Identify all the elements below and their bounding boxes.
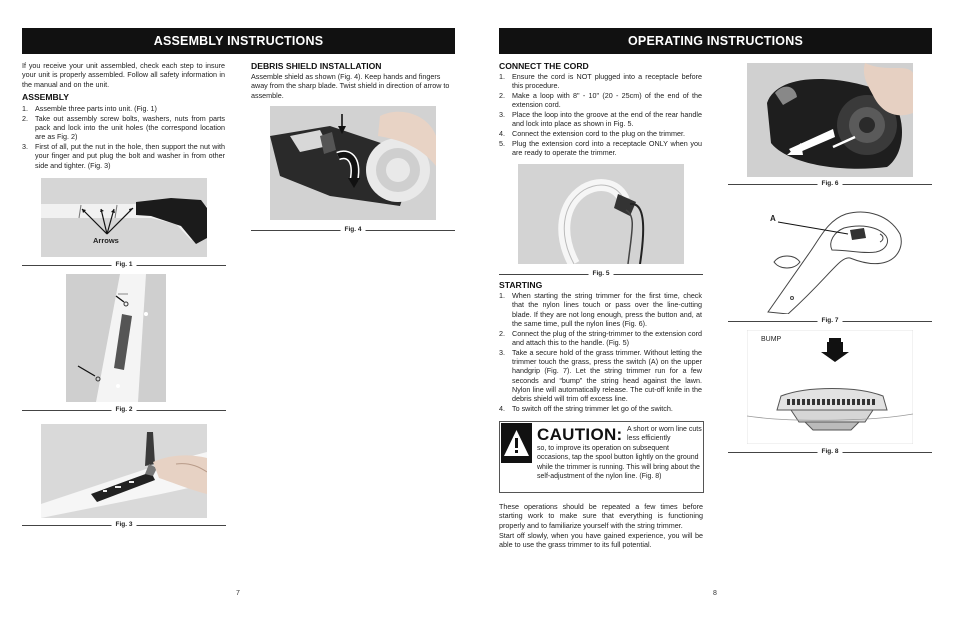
fig1-image [41, 178, 207, 257]
connect-step: 2. Make a loop with 8" - 10" (20 - 25cm) of the end of the extension cord. [499, 91, 702, 110]
closing-paragraph-1: These operations should be repeated a few times before starting work to make sure that everything is functioning properly and to familiarize yourself with the string trimmer. [499, 502, 703, 530]
starting-step: 2. Connect the plug of the string-trimmer to the extension cord and attach this to the handle. (Fig. 5) [499, 328, 702, 347]
fig8-caption: Fig. 8 [818, 448, 843, 455]
fig2-caption: Fig. 2 [112, 406, 137, 413]
assembly-step: 2. Take out assembly screw bolts, washers, nuts from parts pack and lock into the unit holes (the correspond location are as Fig. 2) [22, 113, 225, 142]
fig8-image [747, 330, 913, 444]
caution-body-text: so, to improve its operation on subsequent occasions, tap the spool button lightly on the ground while the trimmer is running. This will bring about the self-adjustment of the nylon line. (Fig. 8) [537, 445, 700, 480]
fig4-image [270, 106, 436, 220]
starting-steps [499, 291, 702, 414]
fig3-image [41, 424, 207, 518]
assembly-step: 3. First of all, put the nut in the hole, then support the nut with your finger and put plug the bolt and washer in from other side and tighter. (Fig. 3) [22, 142, 225, 170]
fig2-image [66, 274, 166, 402]
fig1-arrows-label: Arrows [93, 236, 119, 245]
fig6-image [747, 63, 913, 177]
fig1-caption: Fig. 1 [112, 261, 137, 268]
page-number-right: 8 [713, 590, 717, 597]
caution-title: CAUTION: [537, 425, 623, 444]
assembly-intro-text: If you receive your unit assembled, check each step to insure your unit is properly assembled. Follow all safety information in the manual and on the unit. [22, 61, 225, 89]
caution-box [499, 421, 704, 493]
page-number-left: 7 [236, 590, 240, 597]
fig3-caption: Fig. 3 [112, 521, 137, 528]
debris-shield-text: Assemble shield as shown (Fig. 4). Keep hands and fingers away from the sharp blade. Twist shield in direction of arrow to assemble. [251, 72, 450, 100]
connect-step: 5. Plug the extension cord into a receptacle ONLY when you are ready to operate the trimmer. [499, 139, 702, 158]
assembly-step: 1. Assemble three parts into unit. (Fig. 1) [22, 104, 157, 113]
closing-paragraph-2: Start off slowly, when you have gained experience, you will be able to use the grass trimmer to its full potential. [499, 531, 703, 550]
assembly-instructions-header: ASSEMBLY INSTRUCTIONS [22, 28, 455, 54]
starting-step: 1. When starting the string trimmer for the first time, check that the nylon lines touch or pass over the line-cutting blade. If they are not long enough, press the button and, at the same time, pull the nylon lines (Fig. 6). [499, 291, 702, 328]
debris-shield-heading: DEBRIS SHIELD INSTALLATION [251, 61, 382, 71]
connect-step: 3. Place the loop into the groove at the end of the rear handle and lock into place as shown in Fig. 5. [499, 110, 702, 129]
fig5-image [518, 164, 684, 264]
fig8-bump-label: BUMP [761, 336, 782, 343]
fig7-switch-label: A [770, 214, 776, 223]
warning-icon [501, 423, 532, 463]
assembly-steps [22, 104, 225, 171]
fig4-caption: Fig. 4 [341, 226, 366, 233]
fig7-caption: Fig. 7 [818, 317, 843, 324]
fig7-image [760, 206, 910, 314]
connect-step: 4. Connect the extension cord to the plug on the trimmer. [499, 129, 685, 139]
assembly-heading: ASSEMBLY [22, 92, 69, 102]
connect-step: 1. Ensure the cord is NOT plugged into a receptacle before this procedure. [499, 72, 702, 91]
connect-cord-steps [499, 72, 702, 158]
operating-instructions-header: OPERATING INSTRUCTIONS [499, 28, 932, 54]
starting-step: 4. To switch off the string trimmer let go of the switch. [499, 404, 673, 414]
fig5-caption: Fig. 5 [589, 270, 614, 277]
fig6-caption: Fig. 6 [818, 180, 843, 187]
caution-side-text: A short or worn line cuts less efficiently [627, 426, 702, 443]
starting-step: 3. Take a secure hold of the grass trimmer. Without letting the trimmer touch the grass, press the switch (A) on the upper handgrip (Fig. 7). Let the string trimmer run for a few seconds and “bump” the string head against the lawn. Nylon line will automatically release. The cut-off knife in the debris shield will trim off excess line. [499, 347, 702, 404]
starting-heading: STARTING [499, 280, 543, 290]
connect-cord-heading: CONNECT THE CORD [499, 61, 589, 71]
